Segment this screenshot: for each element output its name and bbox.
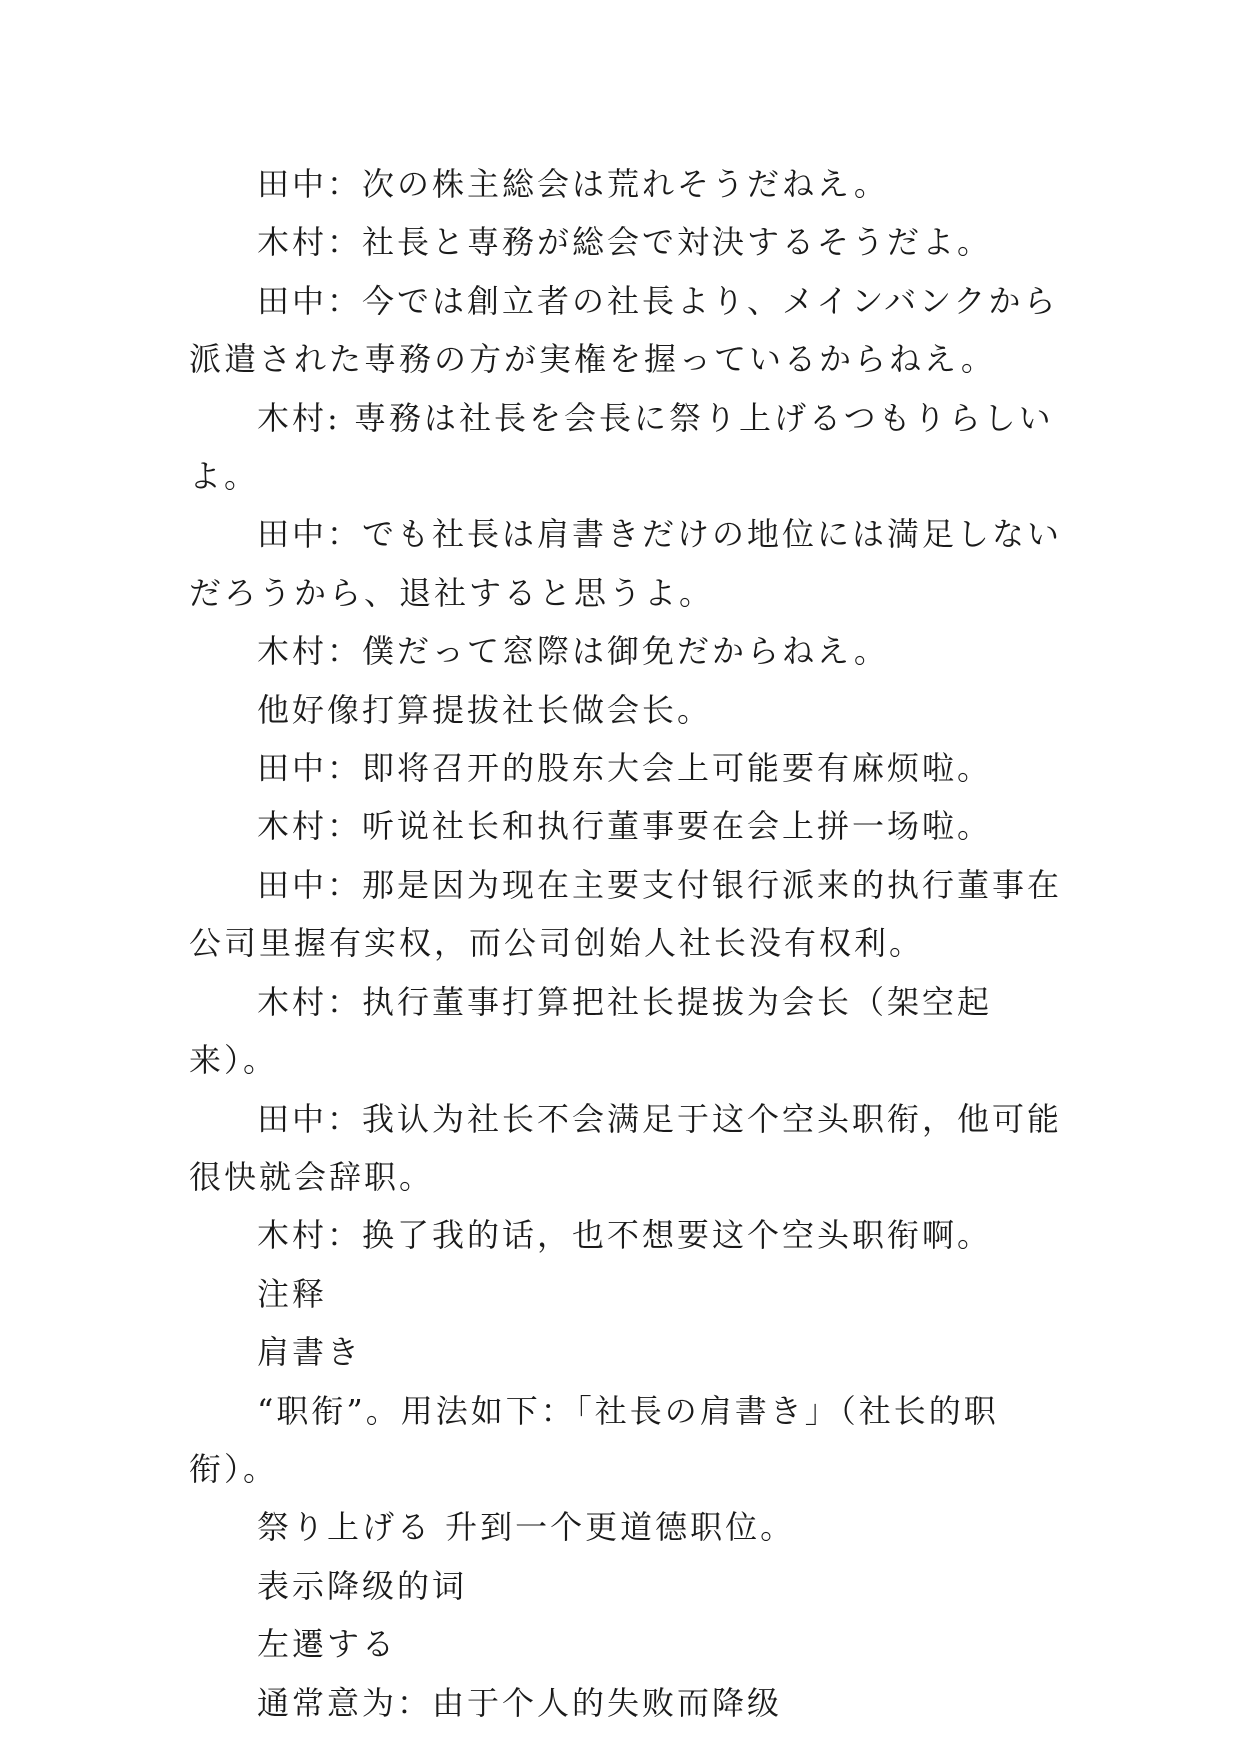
translation-line: 田中：那是因为现在主要支付银行派来的执行董事在公司里握有实权，而公司创始人社长没有权利。 [189, 865, 1063, 963]
dialogue-line: 田中：でも社長は肩書きだけの地位には満足しないだろうから、退社すると思うよ。 [189, 515, 1063, 612]
document-body [189, 155, 1069, 1732]
dialogue-line: 木村: 専務は社長を会長に祭り上げるつもりらしいよ。 [189, 398, 1054, 496]
notes-heading: 注释 [257, 1274, 328, 1313]
note-term: 祭り上げる 升到一个更道德职位。 [257, 1508, 796, 1547]
translation-line: 木村：听说社长和执行董事要在会上拼一场啦。 [257, 807, 993, 846]
translation-line: 田中：我认为社长不会满足于这个空头职衔，他可能很快就会辞职。 [189, 1099, 1063, 1196]
translation-line: 木村：换了我的话，也不想要这个空头职衔啊。 [257, 1216, 993, 1255]
translation-line: 他好像打算提拔社长做会长。 [257, 690, 713, 729]
note-definition: 通常意为：由于个人的失败而降级 [257, 1683, 783, 1722]
dialogue-line: 田中：今では創立者の社長より、メインバンクから派遣された専務の方が実権を握っているからねえ。 [189, 281, 1059, 379]
note-term: 左遷する [257, 1625, 398, 1664]
dialogue-line: 木村：社長と専務が総会で対決するそうだよ。 [257, 223, 993, 262]
translation-line: 田中：即将召开的股东大会上可能要有麻烦啦。 [257, 749, 993, 788]
dialogue-line: 田中：次の株主総会は荒れそうだねえ。 [257, 165, 889, 203]
translation-line: 木村：执行董事打算把社长提拔为会长（架空起来）。 [189, 982, 993, 1080]
note-definition: “职衔”。用法如下：「社長の肩書き」（社长的职衔）。 [189, 1391, 999, 1488]
note-subheading: 表示降级的词 [257, 1566, 468, 1605]
dialogue-line: 木村：僕だって窓際は御免だからねえ。 [257, 632, 889, 671]
note-term: 肩書き [257, 1333, 363, 1372]
